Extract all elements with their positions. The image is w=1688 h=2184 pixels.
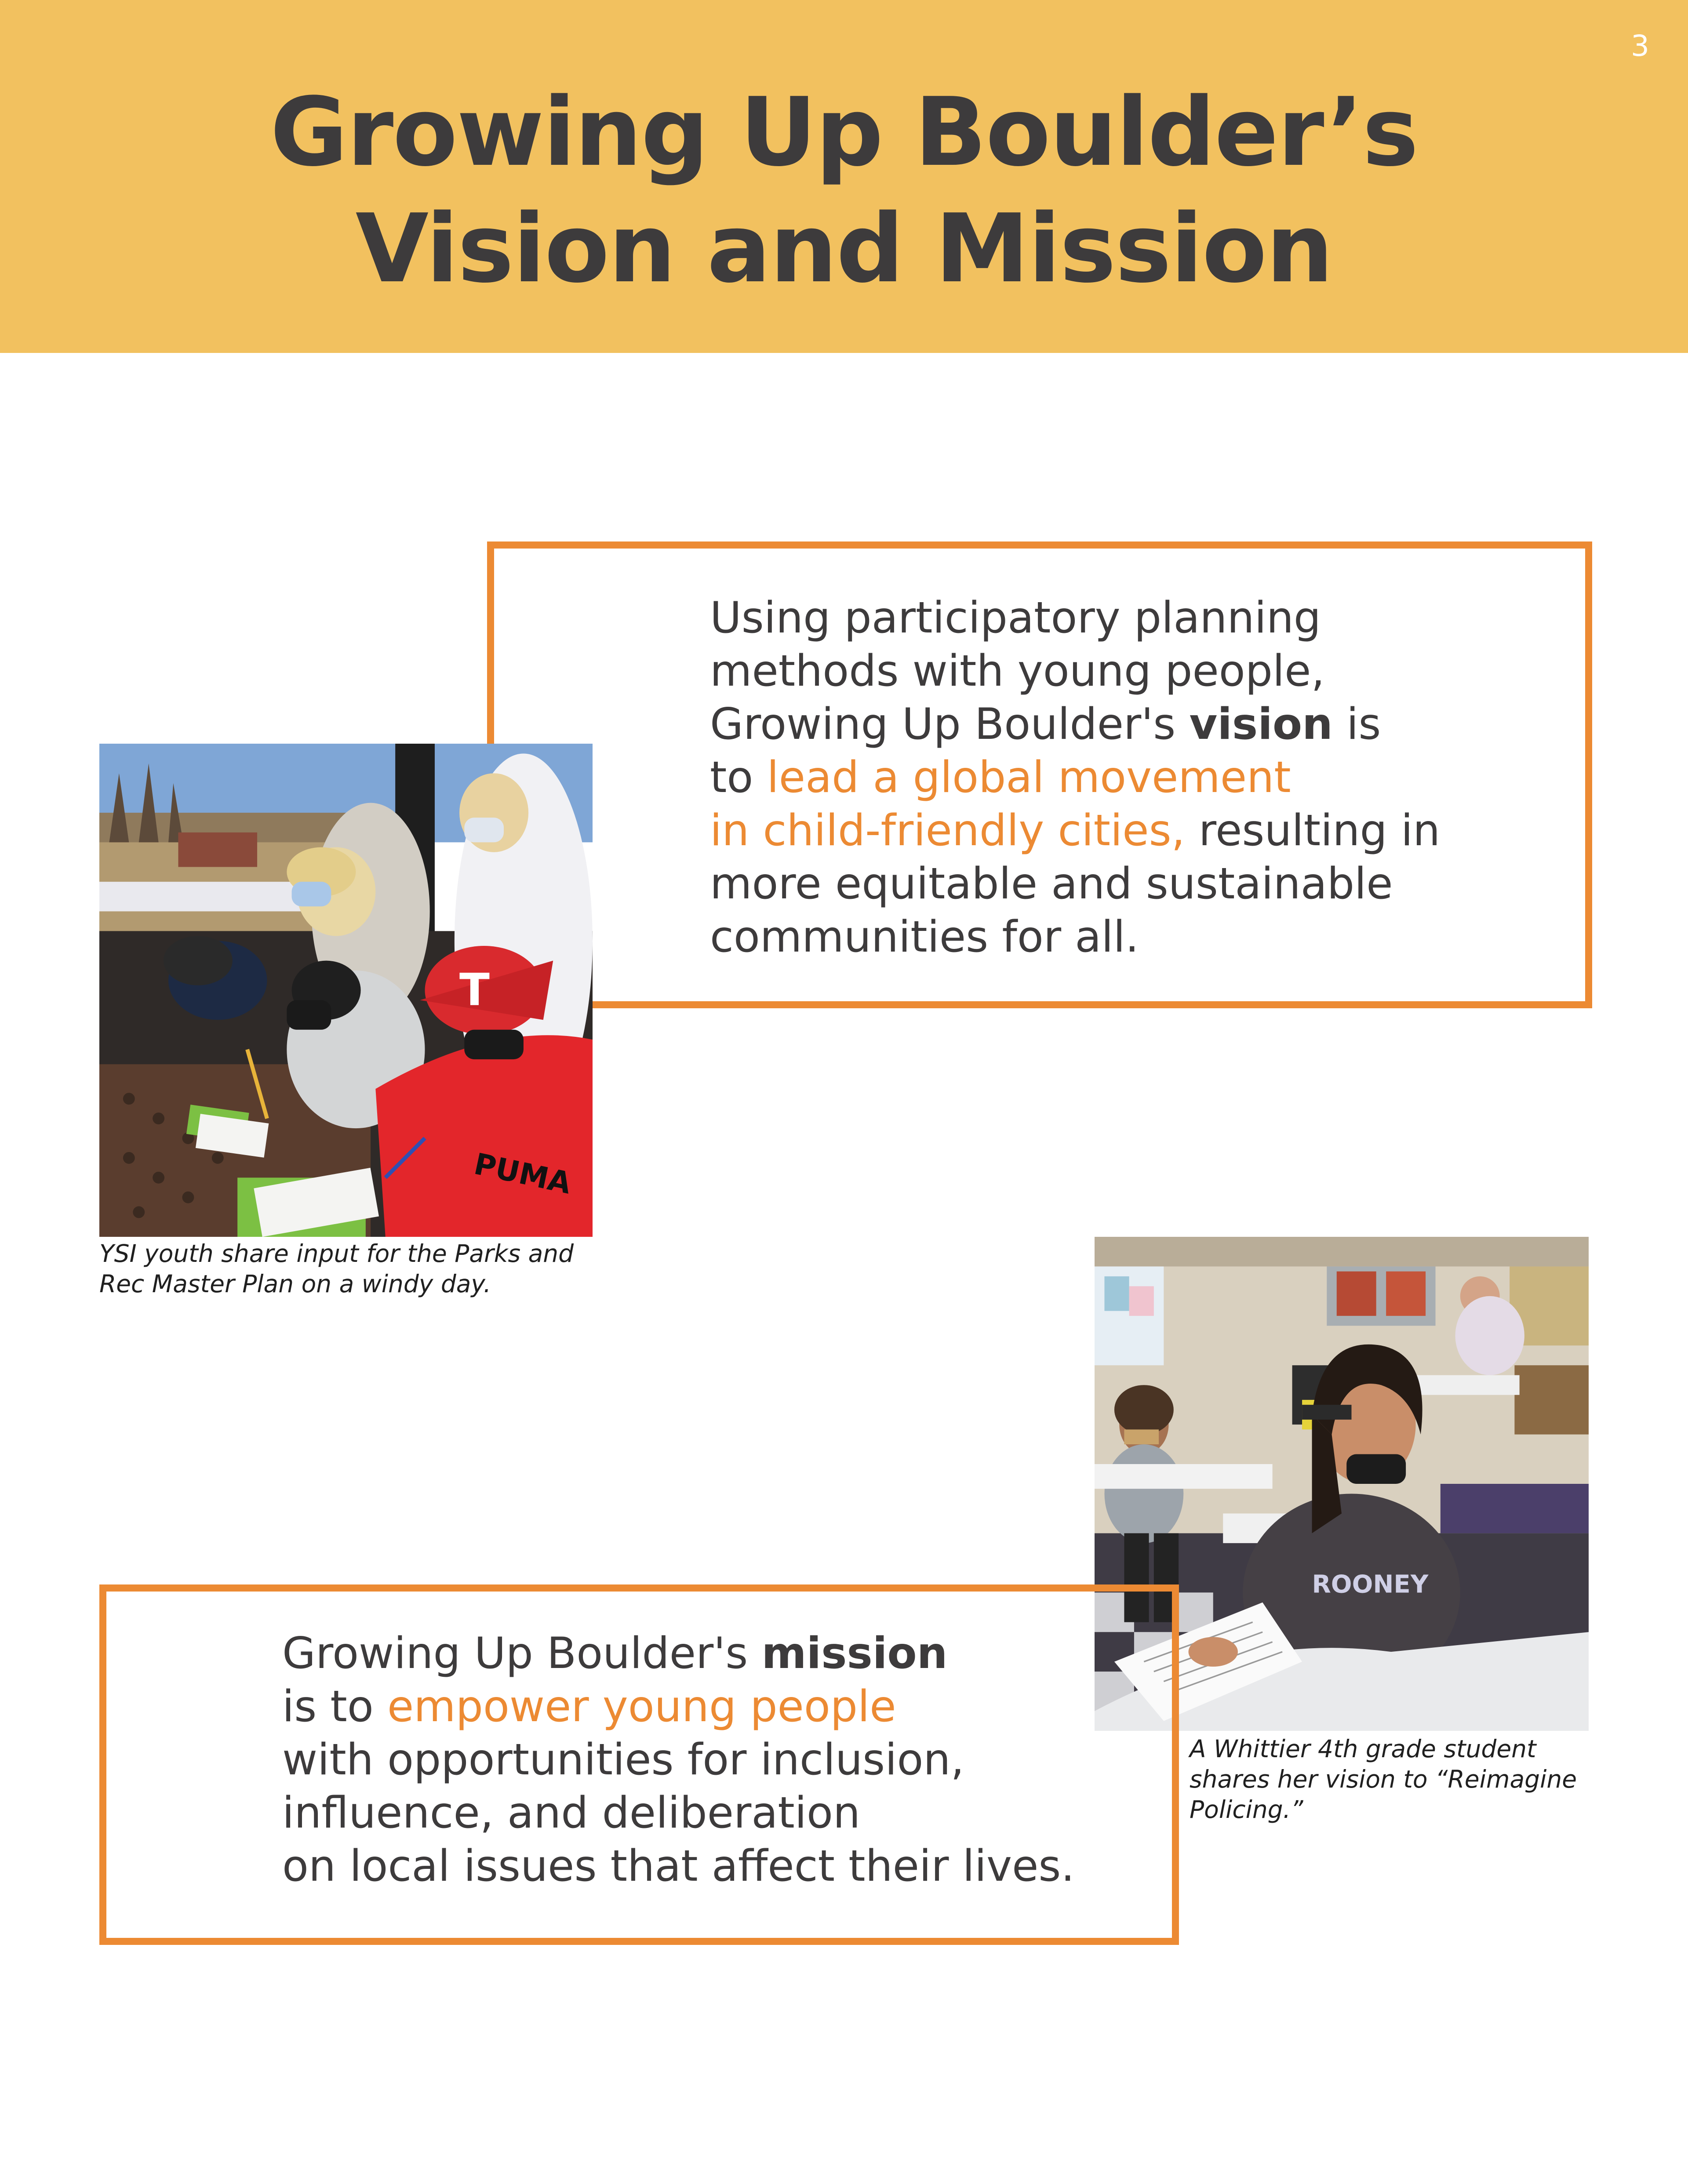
caption-line: YSI youth share input for the Parks and — [99, 1239, 574, 1268]
header-banner — [0, 0, 1688, 353]
page-number: 3 — [1631, 29, 1649, 63]
mission-text-span: is to — [282, 1682, 387, 1732]
vision-line: more equitable and sustainable — [710, 859, 1393, 909]
vision-line: communities for all. — [710, 912, 1139, 962]
page-title-line-1: Growing Up Boulder’s — [270, 77, 1418, 187]
mission-statement — [282, 1627, 1075, 1893]
mission-line: with opportunities for inclusion, — [282, 1735, 964, 1785]
vision-line: Using participatory planning — [710, 593, 1321, 643]
vision-text-span: resulting in — [1185, 806, 1441, 856]
caption-line: A Whittier 4th grade student — [1190, 1735, 1536, 1763]
classroom-photo-caption — [1190, 1734, 1577, 1825]
vision-keyword: vision — [1189, 699, 1333, 749]
vision-line — [710, 804, 1440, 858]
vision-line — [710, 698, 1440, 751]
caption-line: Policing.” — [1190, 1795, 1303, 1824]
page-title-line-2: Vision and Mission — [355, 193, 1333, 304]
vision-text-span: Growing Up Boulder's — [710, 699, 1190, 749]
svg-text:ROONEY: ROONEY — [1312, 1570, 1429, 1599]
hoodie-text: PUMA — [471, 1146, 575, 1201]
vision-text-span: to — [710, 752, 767, 803]
cap-letter: T — [459, 963, 490, 1016]
mission-line — [282, 1627, 1075, 1680]
mission-highlight: empower young people — [387, 1682, 896, 1732]
mission-text-span: Growing Up Boulder's — [282, 1628, 762, 1679]
mission-line: influence, and deliberation — [282, 1788, 861, 1838]
vision-highlight: in child-friendly cities, — [710, 806, 1185, 856]
mission-line: on local issues that affect their lives. — [282, 1841, 1075, 1891]
vision-line: methods with young people, — [710, 646, 1325, 696]
vision-statement — [710, 592, 1440, 964]
vision-text-span: is — [1332, 699, 1381, 749]
vision-highlight: lead a global movement — [767, 752, 1291, 803]
park-photo — [99, 744, 593, 1237]
park-photo-caption — [99, 1239, 574, 1299]
vision-line — [710, 751, 1440, 804]
caption-line: Rec Master Plan on a windy day. — [99, 1270, 491, 1298]
park-photo-illustration — [99, 744, 593, 1237]
mission-line — [282, 1680, 1075, 1733]
caption-line: shares her vision to “Reimagine — [1190, 1765, 1577, 1793]
mission-keyword: mission — [761, 1628, 948, 1679]
page-title — [0, 74, 1688, 307]
